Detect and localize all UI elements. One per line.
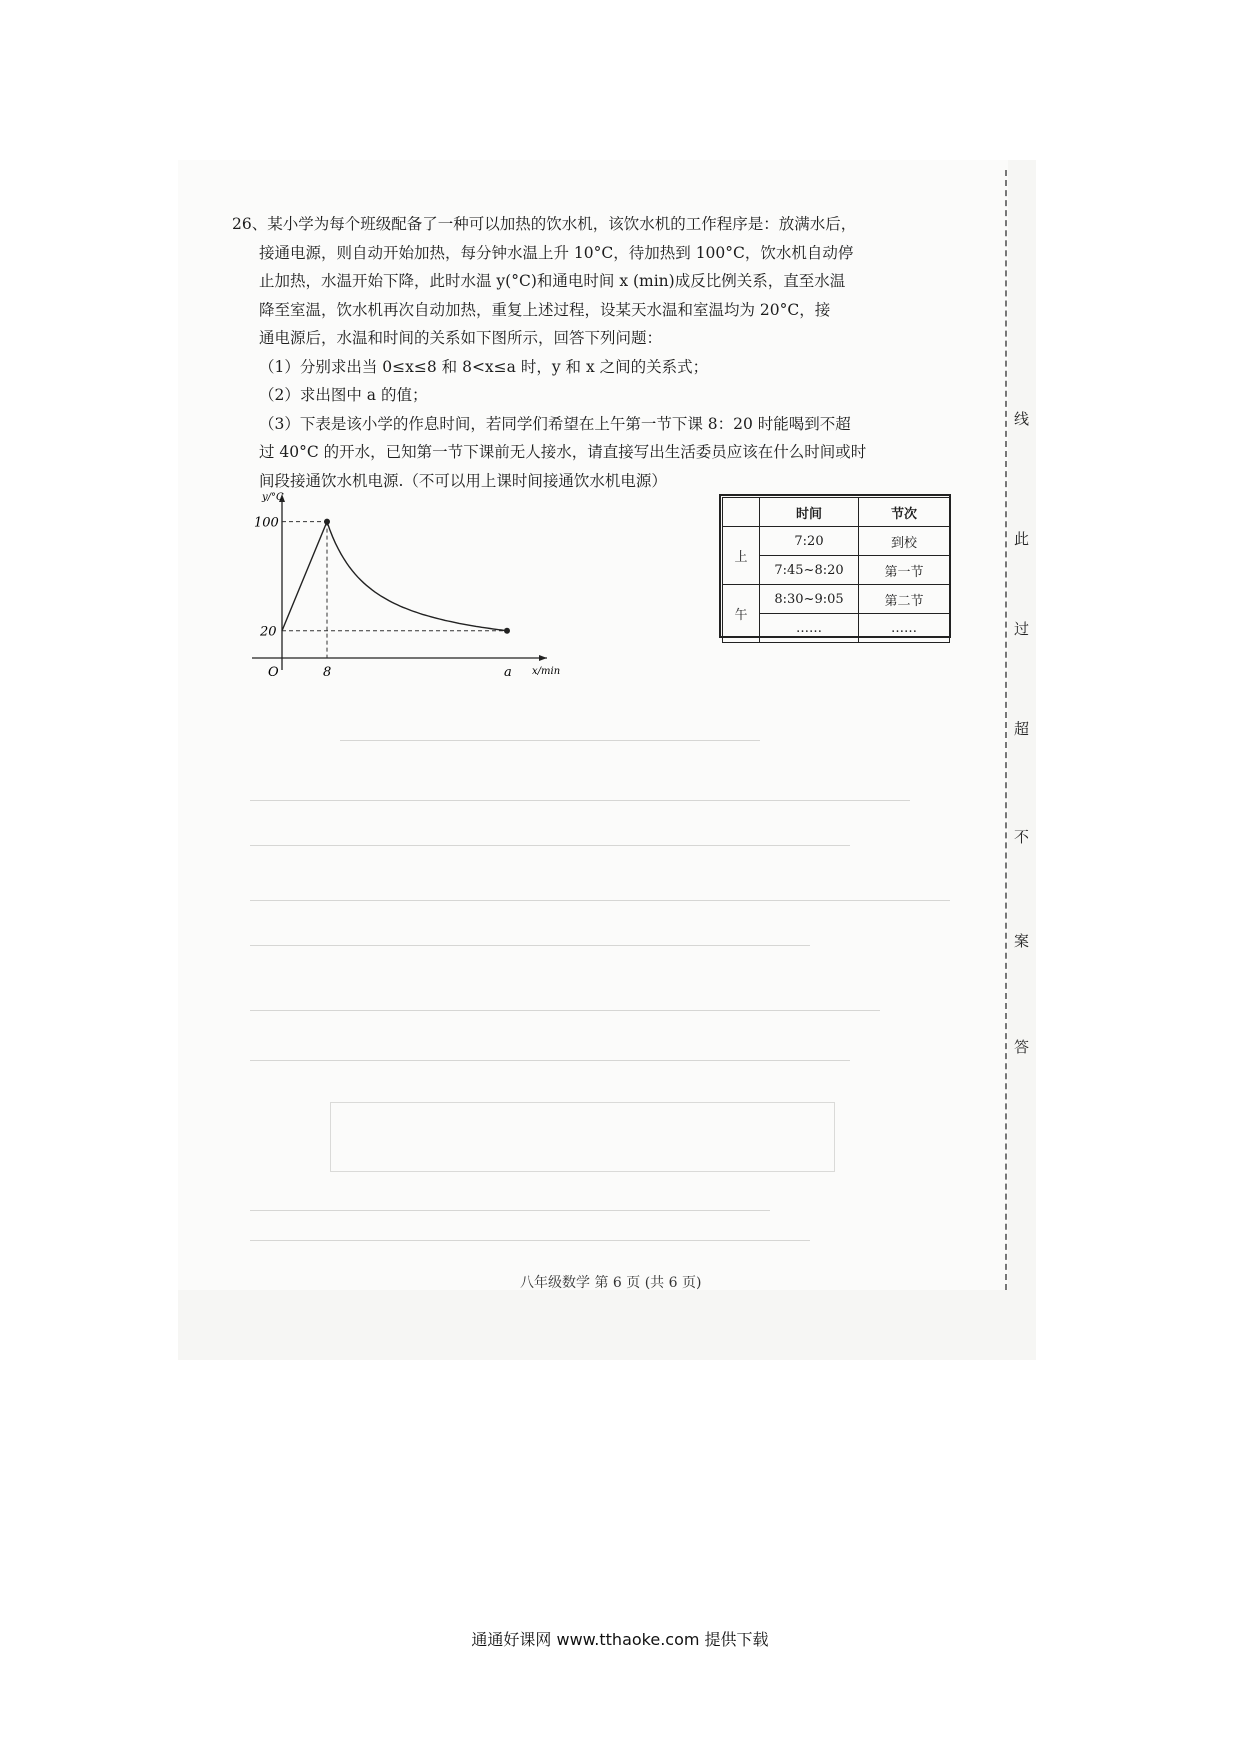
x-tick-label: 8	[323, 665, 332, 680]
temperature-time-chart	[232, 488, 562, 688]
bleed-through-line	[340, 740, 760, 741]
schedule-cell: 到校	[859, 527, 950, 556]
sub-question-3: （3）下表是该小学的作息时间，若同学们希望在上午第一节下课 8：20 时能喝到不超	[259, 414, 851, 433]
bleed-through-line	[250, 1210, 770, 1211]
origin-label: O	[268, 665, 279, 680]
question-line: 26、某小学为每个班级配备了一种可以加热的饮水机，该饮水机的工作程序是：放满水后，	[232, 215, 857, 233]
sub-question-3-cont: 间段接通饮水机电源.（不可以用上课时间接通饮水机电源）	[259, 471, 667, 490]
margin-char: 答	[1014, 1038, 1030, 1056]
schedule-cell: 7:20	[760, 527, 859, 556]
schedule-cell: ……	[760, 614, 859, 643]
site-credit: 通通好课网 www.tthaoke.com 提供下载	[471, 1630, 769, 1649]
sub-question-2: （2）求出图中 a 的值；	[259, 386, 428, 404]
schedule-cell: ……	[859, 614, 950, 643]
table-row	[723, 527, 950, 556]
margin-char: 此	[1014, 530, 1030, 548]
bleed-through-line	[250, 1010, 880, 1011]
schedule-table	[722, 497, 950, 643]
x-axis-arrow	[539, 655, 547, 661]
schedule-cell: 第二节	[859, 585, 950, 614]
bleed-through-line	[250, 845, 850, 846]
sub-question-1: （1）分别求出当 0≤x≤8 和 8<x≤a 时，y 和 x 之间的关系式；	[259, 357, 709, 376]
question-line: 通电源后，水温和时间的关系如下图所示，回答下列问题：	[259, 329, 663, 347]
end-point	[504, 628, 510, 634]
x-tick-label: a	[504, 665, 512, 680]
bleed-through-line	[250, 1060, 850, 1061]
sub-question-3-cont: 过 40°C 的开水，已知第一节下课前无人接水，请直接写出生活委员应该在什么时间或时	[259, 443, 867, 461]
period-label-top: 上	[723, 527, 760, 585]
y-tick-label: 100	[254, 515, 279, 531]
margin-char: 案	[1014, 932, 1030, 950]
bleed-through-line	[250, 1240, 810, 1241]
schedule-header-row	[723, 498, 950, 527]
schedule-header-time: 时间	[760, 498, 859, 527]
schedule-cell: 7:45~8:20	[760, 556, 859, 585]
question-number: 26、	[232, 215, 268, 233]
binding-dashed-line	[1005, 170, 1007, 1290]
schedule-cell: 第一节	[859, 556, 950, 585]
peak-point	[324, 519, 330, 525]
bleed-through-line	[250, 945, 810, 946]
x-axis-label: x/min	[532, 666, 561, 677]
margin-char: 超	[1014, 720, 1030, 738]
bleed-through-line	[250, 800, 910, 801]
inverse-curve	[327, 522, 507, 631]
question-line: 接通电源，则自动开始加热，每分钟水温上升 10°C，待加热到 100°C，饮水机自动停	[259, 243, 854, 262]
margin-char: 不	[1014, 828, 1030, 846]
linear-segment	[282, 522, 327, 631]
page-footer: 八年级数学 第 6 页 (共 6 页)	[520, 1275, 702, 1291]
period-label-bottom: 午	[723, 585, 760, 643]
bleed-through-table	[330, 1102, 835, 1172]
schedule-corner-cell	[723, 498, 760, 527]
y-tick-label: 20	[260, 624, 277, 640]
margin-char: 过	[1014, 620, 1030, 638]
bleed-through-line	[250, 900, 950, 901]
question-line: 降至室温，饮水机再次自动加热，重复上述过程，设某天水温和室温均为 20°C，接	[259, 300, 831, 319]
question-line: 止加热，水温开始下降，此时水温 y(°C)和通电时间 x (min)成反比例关系，直至水温	[259, 272, 846, 290]
question-26	[232, 210, 962, 495]
schedule-cell: 8:30~9:05	[760, 585, 859, 614]
margin-char: 线	[1014, 410, 1030, 428]
y-axis-label: y/°C	[262, 492, 284, 503]
table-row	[723, 585, 950, 614]
schedule-header-period: 节次	[859, 498, 950, 527]
